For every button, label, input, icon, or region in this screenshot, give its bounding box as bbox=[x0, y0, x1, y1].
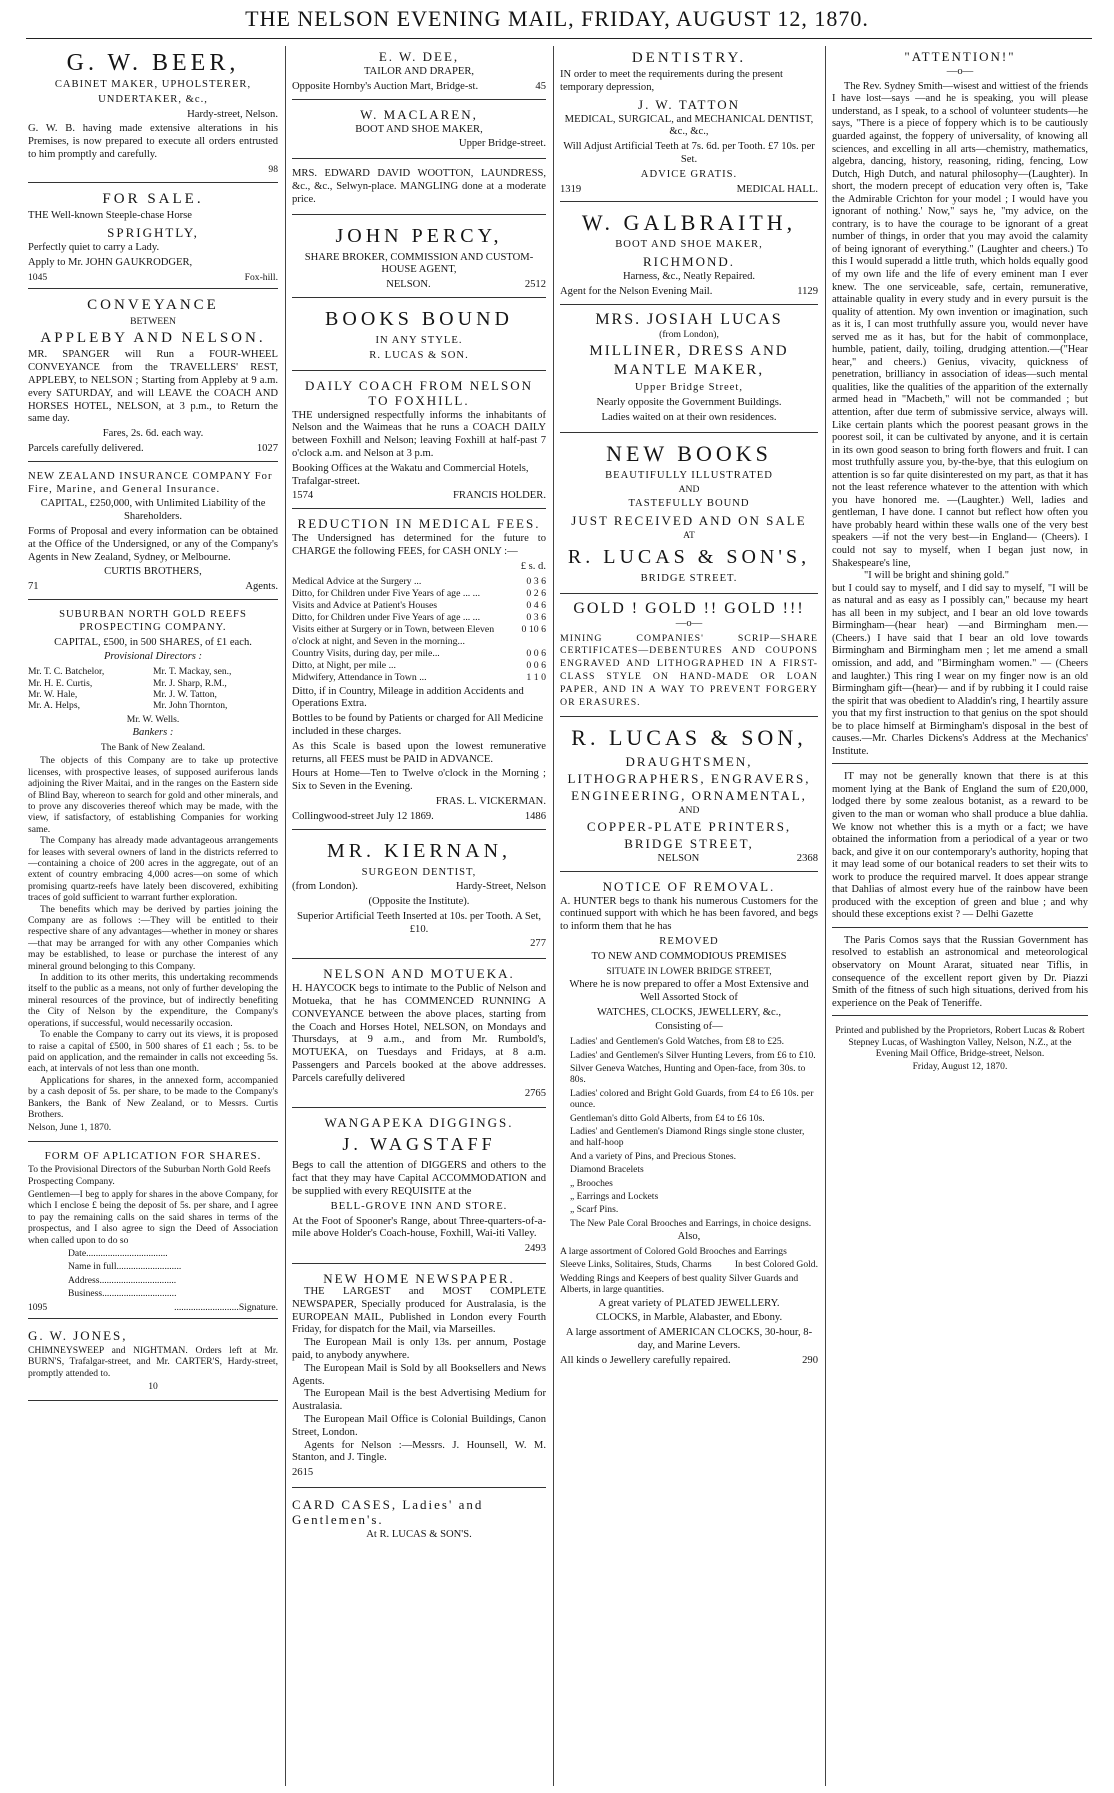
ad-line: AND bbox=[678, 484, 700, 496]
ad-line: Fox-hill. bbox=[244, 271, 278, 283]
table-cell: Medical Advice at the Surgery ... bbox=[292, 575, 422, 587]
ad-title: NOTICE OF REMOVAL. bbox=[602, 878, 776, 894]
ad-footer bbox=[28, 272, 278, 283]
ad-line: As this Scale is based upon the lowest remunerative returns, all FEES must be PAID in ADVANCE. bbox=[292, 740, 546, 765]
ad-number: 10 bbox=[148, 1381, 158, 1393]
ad-line: Ditto, if in Country, Mileage in addition Accidents and Operations Extra. bbox=[292, 685, 524, 710]
ad-line: BELL-GROVE INN AND STORE. bbox=[330, 1200, 508, 1212]
ad-line: CAPITAL, £250,000, with Unlimited Liability of the Shareholders. bbox=[40, 498, 266, 523]
ad-line: MEDICAL HALL. bbox=[736, 183, 818, 195]
ad-line: Hardy-street, Nelson. bbox=[187, 108, 278, 120]
ad-line: All kinds o Jewellery carefully repaired. bbox=[560, 1354, 731, 1366]
ad-body: CHIMNEYSWEEP and NIGHTMAN. Orders left at Mr. BURN'S, Trafalgar-street, and Mr. CARTER'S, Hardy-street, promptly attended to. bbox=[28, 1345, 278, 1379]
ad-line: MEDICAL, SURGICAL, and MECHANICAL DENTIST, &c., &c., bbox=[564, 113, 814, 138]
ad-line: AND bbox=[678, 805, 700, 817]
ad-line: Sleeve Links, Solitaires, Studs, Charms bbox=[560, 1259, 712, 1271]
article-title: "ATTENTION!" bbox=[904, 49, 1016, 64]
form-field: Name in full........................... bbox=[68, 1261, 182, 1273]
ad-line: Collingwood-street July 12 1869. bbox=[292, 810, 434, 822]
table-cell: Ditto, at Night, per mile ... bbox=[292, 659, 396, 671]
ad-books-bound bbox=[292, 302, 546, 371]
paragraph: Agents for Nelson :—Messrs. J. Hounsell, W. M. Stanton, and J. Tingle. bbox=[292, 1439, 546, 1464]
ad-line: Provisional Directors : bbox=[103, 651, 203, 663]
ad-line: Fares, 2s. 6d. each way. bbox=[102, 428, 204, 440]
ad-line: Bankers : bbox=[132, 727, 174, 739]
ad-title: MILLINER, DRESS AND MANTLE MAKER, bbox=[589, 343, 789, 379]
ad-line: UNDERTAKER, &c., bbox=[98, 93, 208, 105]
ad-maclaren bbox=[292, 104, 546, 160]
table-cell: 0 10 6 bbox=[521, 623, 546, 635]
table-cell: 0 0 6 bbox=[526, 659, 546, 671]
ad-body: THE undersigned respectfully informs the inhabitants of Nelson and the Waimeas that he runs a COACH DAILY between Foxhill and Nelson; leaving Foxhill at half-past 7 o'clock a.m. and Nelson at 3 p.m. bbox=[292, 409, 546, 459]
ad-title: APPLEBY AND NELSON. bbox=[40, 330, 266, 347]
paragraph: To enable the Company to carry out its views, it is proposed to raise a capital of £500, in 500 shares of £1 each ; 5s. to be paid on application, and the remainder in calls not exceeding 5s. each, at intervals of not less than one month. bbox=[28, 1029, 278, 1075]
ad-line: BRIDGE STREET. bbox=[640, 572, 738, 584]
ad-line: Mr. W. Wells. bbox=[126, 713, 180, 725]
list-item: And a variety of Pins, and Precious Stones. bbox=[570, 1150, 737, 1162]
list-item: Ladies' and Gentlemen's Silver Hunting Levers, from £6 to £10. bbox=[570, 1049, 816, 1061]
ad-line: Booking Offices at the Wakatu and Commercial Hotels, Trafalgar-street. bbox=[292, 462, 529, 487]
ad-line: BEAUTIFULLY ILLUSTRATED bbox=[605, 469, 773, 481]
list-item: Ladies' colored and Bright Gold Guards, from £4 to £6 10s. per ounce. bbox=[570, 1087, 814, 1111]
ad-line: Also, bbox=[677, 1231, 701, 1243]
list-item: „ Brooches bbox=[570, 1177, 613, 1189]
ad-line: Consisting of— bbox=[655, 1021, 723, 1033]
ad-title: W. GALBRAITH, bbox=[581, 210, 797, 236]
ad-line: Wedding Rings and Keepers of best quality Silver Guards and Alberts, in large quantities. bbox=[560, 1272, 799, 1296]
ad-josiah-lucas bbox=[560, 309, 818, 433]
table-cell: Country Visits, during day, per mile... bbox=[292, 647, 440, 659]
ad-title: CONVEYANCE bbox=[87, 296, 219, 313]
ad-line: JUST RECEIVED AND ON SALE bbox=[571, 512, 807, 528]
column-2 bbox=[292, 46, 546, 1786]
ad-line: Upper Bridge-street. bbox=[458, 138, 546, 150]
ad-wootton bbox=[292, 163, 546, 214]
ad-line: Bottles to be found by Patients or charged for All Medicine included in these charges. bbox=[292, 713, 544, 737]
ad-line: To the Provisional Directors of the Suburban North Gold Reefs Prospecting Company. bbox=[28, 1164, 271, 1187]
ad-line: CABINET MAKER, UPHOLSTERER, bbox=[54, 79, 252, 90]
list-item: Mr. H. E. Curtis, bbox=[28, 677, 93, 689]
list-item: Mr. T. Mackay, sen., bbox=[153, 666, 232, 678]
imprint bbox=[832, 1020, 1088, 1080]
ad-line: At R. LUCAS & SON'S. bbox=[366, 1528, 472, 1540]
ad-line: Nelson, June 1, 1870. bbox=[28, 1122, 112, 1134]
ad-new-home-newspaper bbox=[292, 1268, 546, 1488]
ad-footer bbox=[28, 1302, 278, 1313]
ad-number: 1129 bbox=[797, 285, 818, 297]
article-body bbox=[832, 81, 1088, 759]
ad-r-lucas-son bbox=[560, 721, 818, 871]
ad-line-row bbox=[292, 881, 546, 894]
imprint-date: Friday, August 12, 1870. bbox=[912, 1061, 1008, 1073]
column-divider bbox=[553, 46, 554, 1786]
ad-motueka bbox=[292, 963, 546, 1108]
ad-kiernan bbox=[292, 834, 546, 960]
ad-body: IN order to meet the requirements during the present temporary depression, bbox=[560, 69, 783, 93]
ad-title: REDUCTION IN MEDICAL FEES. bbox=[297, 516, 541, 532]
fee-table bbox=[292, 576, 546, 684]
ad-number: 290 bbox=[802, 1354, 818, 1366]
ad-footer bbox=[292, 490, 546, 503]
ad-line: ADVICE GRATIS. bbox=[640, 168, 738, 180]
ad-line: J. W. TATTON bbox=[638, 96, 740, 112]
article-attention bbox=[832, 46, 1088, 764]
ad-line: In best Colored Gold. bbox=[734, 1259, 818, 1271]
ad-title: DAILY COACH FROM NELSON TO FOXHILL. bbox=[304, 377, 534, 408]
list-item: The New Pale Coral Brooches and Earrings, in choice designs. bbox=[570, 1217, 812, 1229]
ad-line: DRAUGHTSMEN, bbox=[625, 754, 753, 770]
ad-number: 1319 bbox=[560, 183, 582, 195]
ad-footer bbox=[292, 81, 546, 94]
list-item: Mr. J. W. Tatton, bbox=[153, 688, 217, 700]
masthead: THE NELSON EVENING MAIL, FRIDAY, AUGUST 12, 1870. bbox=[245, 6, 869, 31]
ad-title: NELSON AND MOTUEKA. bbox=[323, 966, 515, 982]
paragraph: THE LARGEST and MOST COMPLETE NEWSPAPER, Specially produced for Australasia, is the EUROPEAN MAIL, Published in London every Fourth Friday, for dispatch for the Mail, via Marseilles. bbox=[292, 1286, 546, 1336]
paragraph: The European Mail is the best Advertising Medium for Australasia. bbox=[292, 1388, 546, 1413]
ad-wangapeka bbox=[292, 1112, 546, 1264]
list-item: „ Scarf Pins. bbox=[570, 1204, 619, 1216]
ad-notice-of-removal bbox=[560, 876, 818, 1373]
ad-line: Parcels carefully delivered. bbox=[28, 442, 144, 454]
paragraph: The Rev. Sydney Smith—wisest and wittiest of the friends I have lost—says —and he is speaking, you will please understand, as I speak, to a school of volunteer students—he says, "There is a piece of foppery which is to be cautiously guarded against, the foppery of universality, of knowing all sciences, and excelling in all arts—chemistry, mathematics, algebra, dancing, history, reasoning, riding, fencing, Low Dutch, High Dutch, and natural philosophy—(Laughter). In short, the modern precept of education very often is, 'Take the Admirable Crichton for your model ; I would have you ignorant of nothing.' Now," says he, "my advice, on the contrary, is to have the courage to be ignorant of a great number of things, in order that you may avoid the calamity of being ignorant of everything." (Laughter and cheers.) To this I would superadd a little truth, which holds equally good of my own life and the life of every eminent man I ever knew. The one serviceable, safe, certain, remunerative, attainable quality in every study and in every pursuit is the quality of attention. My own invention or imagination, such as it is, I can most truthfully assure you, would never have served me as it has, but for the habit of commonplace, humble, patient, daily, toiling, drudging attention.—("Hear hear," and cheers.) Genius, vivacity, quickness of penetration, brilliancy in association of ideas—such mental qualities, like the qualities of the apparition of the externally armed head in "Macbeth," will not be commanded ; but attention, after due term of submissive service, always will. Like certain plants which the poorest peasant grows in the poorest soil, it can be cultivated by anyone, and it is certain in its own good season to bring forth flowers and fruit. I can most truthfully assure you, by-the-bye, that this eulogium on attention is so far quite disinterested on my part, as that it has not the least reference whatever to the attention with which you have honored me. —(Laughter.) Well, ladies and gentleman, I have done. I cannot but reflect how often you have probably heard within these walls one of the very best speakers —if not the very best—in England— (Cheers). I could not say to myself, when I began just now, in Shakespeare's line, bbox=[832, 80, 1088, 569]
ad-daily-coach bbox=[292, 375, 546, 510]
ad-body: A. HUNTER begs to thank his numerous Customers for the continued support with which he has been favored, and begs to inform them that he has bbox=[560, 895, 818, 933]
ad-number: 2512 bbox=[524, 279, 546, 291]
ad-footer bbox=[28, 443, 278, 456]
column-divider bbox=[825, 46, 826, 1786]
form-field: ...........................Signature. bbox=[174, 1301, 278, 1313]
list-item: Ladies' and Gentlemen's Gold Watches, from £8 to £25. bbox=[570, 1036, 785, 1048]
ad-number: 1027 bbox=[256, 442, 278, 454]
ad-gold bbox=[560, 598, 818, 718]
ad-footer bbox=[292, 279, 546, 292]
ad-footer bbox=[560, 853, 818, 866]
table-cell: Visits and Advice at Patient's Houses bbox=[292, 599, 438, 611]
ad-for-sale bbox=[28, 187, 278, 289]
ad-footer bbox=[560, 286, 818, 299]
list-item: Silver Geneva Watches, Hunting and Open-face, from 30s. to 80s. bbox=[570, 1062, 806, 1086]
ad-number: 1095 bbox=[28, 1301, 48, 1313]
ad-body bbox=[292, 1286, 546, 1465]
ad-line: Nearly opposite the Government Buildings. bbox=[596, 396, 782, 408]
column-4 bbox=[832, 46, 1088, 1786]
ad-line: IN ANY STYLE. bbox=[375, 334, 463, 346]
paragraph: but I could say to myself, and I did say to myself, "I will be as natural and as easy as I possibly can," because my heart has all been in my subject, and I bear an old love towards Birmingham—(hear hear) —and Birmingham men.—(Cheers.) I have said that I bear an old love towards Birmingham and Birmingham men ; let me amend a small omission, and add, and "Birmingham women." — (Cheers and laughter.) This ring I wear on my finger now is an old Birmingham gift—(hear)— and if by rubbing it I could raise the spirit that was obedient to Aladdin's ring, I heartily assure you that my first instruction to that genius on the spot should be to place himself at Birmingham's disposal in the best of causes.—Mr. Charles Dickens's Address at the Mechanics' Institute. bbox=[832, 582, 1088, 757]
paragraph: IT may not be generally known that there is at this moment lying at the Bank of England the sum of £20,000, lodged there by some zealous botanist, as a reward to be given to the man or woman who shall produce a blue dahlia. We know not whether this is a myth or a fact; we have obtained the information from a periodical of a year or two back, and give it on our contemporary's authority, hoping that it may lead some of our botanical readers to set their wits to work to produce the required marvel. It does appear strange that Dahlias of almost every hue of the rainbow have been produced with the exception of green and blue ; and why should these exceptions exist ? — Delhi Gazette bbox=[832, 771, 1088, 921]
ad-line: Perfectly quiet to carry a Lady. bbox=[28, 241, 160, 253]
list-item: Mr. T. C. Batchelor, bbox=[28, 666, 105, 678]
ad-line: WATCHES, CLOCKS, JEWELLERY, &c., bbox=[596, 1006, 782, 1018]
ad-title: R. LUCAS & SON, bbox=[571, 725, 807, 751]
ad-line: R. LUCAS & SON. bbox=[369, 349, 469, 361]
ad-line: (from London). bbox=[292, 881, 358, 893]
ad-footer bbox=[292, 811, 546, 824]
ad-line: BETWEEN bbox=[130, 315, 176, 327]
list-item: Diamond Bracelets bbox=[570, 1164, 644, 1176]
ad-line: Will Adjust Artificial Teeth at 7s. 6d. per Tooth. £7 10s. per Set. bbox=[563, 141, 815, 165]
paragraph: The European Mail Office is Colonial Buildings, Canon Street, London. bbox=[292, 1414, 546, 1438]
ad-footer bbox=[28, 581, 278, 594]
ad-line: FRAS. L. VICKERMAN. bbox=[435, 795, 546, 807]
ad-medical-fees bbox=[292, 513, 546, 829]
ad-line: Superior Artificial Teeth Inserted at 10s. per Tooth. A Set, £10. bbox=[296, 910, 542, 935]
table-cell: 0 3 6 bbox=[526, 611, 546, 623]
ad-line: Upper Bridge Street, bbox=[635, 382, 743, 394]
ad-body: G. W. B. having made extensive alterations in his Premises, is now prepared to execute all orders entrusted to him promptly and carefully. bbox=[28, 123, 278, 160]
table-cell: 0 0 6 bbox=[526, 647, 546, 659]
ad-line: BRIDGE STREET, bbox=[624, 835, 754, 851]
ad-body: Gentlemen—I beg to apply for shares in the above Company, for which I enclose £ being the deposit of 5s. per share, and I agree to pay the remaining calls on the said shares in terms of the prospectus, and I also agree to sign the Deed of Association when called upon to do so bbox=[28, 1188, 278, 1246]
ad-dentistry bbox=[560, 46, 818, 202]
ad-line: Agent for the Nelson Evening Mail. bbox=[560, 285, 713, 297]
ad-title: NEW BOOKS bbox=[606, 440, 772, 466]
separator: —o— bbox=[675, 617, 703, 629]
table-cell: 0 2 6 bbox=[526, 587, 546, 599]
list-item: Mr. J. Sharp, R.M., bbox=[153, 677, 227, 689]
ad-line: BOOT AND SHOE MAKER, bbox=[615, 239, 763, 251]
ad-line: Where he is now prepared to offer a Most Extensive and Well Assorted Stock of bbox=[569, 978, 809, 1003]
stock-list bbox=[560, 1036, 818, 1229]
paragraph: The Company has already made advantageous arrangements for leases with several owners of land in the districts referred to—containing a choice of 200 acres in the aggregate, out of an extent of country embracing 4,000 acres—on some of which promising quartz-reefs have lately been discovered, exhibiting traces of gold sufficient to warrant further exploration. bbox=[28, 835, 278, 904]
article-blue-dahlia bbox=[832, 768, 1088, 928]
paragraph: Applications for shares, in the annexed form, accompanied by a cash deposit of 5s. per share, to be made to the Company's Bankers, the Bank of New Zealand, or to Messrs. Curtis Brothers. bbox=[28, 1074, 278, 1120]
ad-title: NEW HOME NEWSPAPER. bbox=[323, 1271, 515, 1287]
article-ararat bbox=[832, 932, 1088, 1016]
ad-title: BOOKS BOUND bbox=[325, 307, 513, 330]
ad-line: SURGEON DENTIST, bbox=[361, 866, 477, 878]
table-cell: Ditto, for Children under Five Years of age ... ... bbox=[292, 611, 481, 623]
ad-body bbox=[28, 755, 278, 1120]
ad-line: R. LUCAS & SON'S, bbox=[567, 545, 811, 568]
column-divider bbox=[285, 46, 286, 1786]
ad-title: JOHN PERCY, bbox=[335, 224, 503, 247]
ad-line: At the Foot of Spooner's Range, about Three-quarters-of-a-mile above Holder's Coach-house, Foxhill, Wai-iti Valley. bbox=[292, 1215, 546, 1240]
ad-number: 2493 bbox=[524, 1243, 546, 1255]
list-item: Mr. John Thornton, bbox=[153, 700, 228, 712]
separator: —o— bbox=[946, 66, 974, 77]
ad-title: CARD CASES, Ladies' and Gentlemen's. bbox=[292, 1496, 484, 1527]
ad-line-row bbox=[560, 1259, 818, 1270]
paragraph: The Paris Comos says that the Russian Government has resolved to establish an astronomical and meteorological observatory on Mount Ararat, situated near Tiflis, in consequence of the excellent report given by Dr. Piazzi Smith of the fitness of such high situations, derived from his experience on the Peak of Teneriffe. bbox=[832, 934, 1088, 1009]
ad-number: 2765 bbox=[524, 1087, 546, 1099]
ad-line: The Bank of New Zealand. bbox=[100, 741, 206, 753]
ad-line: FRANCIS HOLDER. bbox=[452, 490, 546, 502]
ad-line: A great variety of PLATED JEWELLERY. bbox=[598, 1297, 780, 1309]
ad-application-form bbox=[28, 1146, 278, 1319]
column-3 bbox=[560, 46, 818, 1786]
list-item: Gentleman's ditto Gold Alberts, from £4 to £6 10s. bbox=[570, 1112, 765, 1124]
ad-body: MINING COMPANIES' SCRIP—SHARE CERTIFICATES—DEBENTURES AND COUPONS ENGRAVED AND LITHOGRAPHED IN A FIRST-CLASS STYLE ON HAND-MADE OR LOAN PAPER, AND IN A WAY TO PREVENT FORGERY OR ERASURES. bbox=[560, 632, 818, 708]
ad-nz-insurance bbox=[28, 466, 278, 600]
ad-line: CURTIS BROTHERS, bbox=[104, 566, 202, 578]
ad-line: SHARE BROKER, COMMISSION AND CUSTOM-HOUSE AGENT, bbox=[304, 251, 534, 276]
form-field: Date.................................. bbox=[68, 1248, 168, 1260]
ad-title: G. W. JONES, bbox=[28, 1328, 128, 1344]
ad-line: TAILOR AND DRAPER, bbox=[363, 66, 475, 77]
ad-number: 2368 bbox=[796, 852, 818, 864]
list-item: Mr. W. Hale, bbox=[28, 688, 78, 700]
imprint-text: Printed and published by the Proprietors, Robert Lucas & Robert Stepney Lucas, of Washington Valley, Nelson, N.Z., at the Evening Mail Office, Bridge-street, Nelson. bbox=[835, 1025, 1085, 1059]
ad-conveyance bbox=[28, 293, 278, 462]
ad-title: G. W. BEER, bbox=[66, 50, 240, 76]
ad-number: 98 bbox=[268, 163, 278, 175]
ad-line: Hours at Home—Ten to Twelve o'clock in the Morning ; Six to Seven in the Evening. bbox=[292, 768, 546, 793]
ad-line: NELSON bbox=[657, 852, 700, 864]
ad-line: (from London), bbox=[659, 328, 719, 340]
table-cell: 0 3 6 bbox=[526, 575, 546, 587]
ad-line: RICHMOND. bbox=[642, 254, 736, 270]
ad-number: 45 bbox=[535, 80, 546, 92]
ad-body: Begs to call the attention of DIGGERS and others to the fact that they may have Capital ACCOMMODATION and be supplied with every REQUISITE at the bbox=[292, 1160, 546, 1198]
ad-card-cases bbox=[292, 1492, 546, 1549]
ad-number: 1486 bbox=[524, 810, 546, 822]
ad-gold-reefs bbox=[28, 604, 278, 1142]
ad-footer bbox=[560, 184, 818, 197]
ad-title: MR. KIERNAN, bbox=[326, 839, 512, 862]
ad-jones bbox=[28, 1323, 278, 1401]
ad-beer bbox=[28, 46, 278, 183]
ad-body: MRS. EDWARD DAVID WOOTTON, LAUNDRESS, &c., &c., Selwyn-place. MANGLING done at a moderate price. bbox=[292, 168, 546, 205]
table-cell: Visits either at Surgery or in Town, between Eleven o'clock at night, and Seven in the morning... bbox=[292, 623, 495, 647]
table-cell: 0 4 6 bbox=[526, 599, 546, 611]
ad-line: Apply to Mr. JOHN GAUKRODGER, bbox=[28, 256, 193, 268]
ad-line: NELSON. bbox=[386, 279, 431, 291]
form-field: Address................................ bbox=[68, 1274, 177, 1286]
paragraph: The European Mail is only 13s. per annum, Postage paid, to anybody anywhere. bbox=[292, 1337, 546, 1362]
ad-line: TASTEFULLY BOUND bbox=[628, 497, 750, 509]
ad-line: ENGINEERING, ORNAMENTAL, bbox=[571, 788, 807, 804]
list-item: Ladies' and Gentlemen's Diamond Rings single stone cluster, and half-hoop bbox=[570, 1125, 805, 1149]
ad-line: SPRIGHTLY, bbox=[107, 224, 199, 240]
ad-line: BOOT AND SHOE MAKER, bbox=[355, 123, 483, 135]
table-cell: Midwifery, Attendance in Town ... bbox=[292, 671, 427, 683]
ad-title: NEW ZEALAND INSURANCE COMPANY For Fire, Marine, and General Insurance. bbox=[28, 470, 273, 495]
ad-title: MRS. JOSIAH LUCAS bbox=[595, 310, 783, 328]
ad-line: REMOVED bbox=[659, 935, 719, 947]
ad-title: E. W. DEE, bbox=[378, 49, 460, 64]
ad-number: 71 bbox=[28, 581, 39, 593]
paragraph: The benefits which may be derived by parties joining the Company are as follows :—They will be entitled to their respective share of any advantages—whether in money or shares—that may be arranged for with any other Companies which may be established, to lease or purchase the interest of any mineral ground belonging to this Company. bbox=[28, 903, 278, 972]
ad-line: A large assortment of Colored Gold Brooches and Earrings bbox=[560, 1246, 787, 1258]
paragraph: The objects of this Company are to take up protective licenses, with prospective leases, of supposed auriferous lands adjoining the River Maitai, and in the ranges on the Eastern side of Blind Bay, whereon to search for gold and other minerals, and to prove any discoveries thereof which may be made, with the view, if satisfactory, of establishing Companies for working same. bbox=[28, 755, 278, 835]
ad-percy bbox=[292, 219, 546, 298]
masthead-rule bbox=[26, 38, 1092, 39]
ad-line: TO NEW AND COMMODIOUS PREMISES bbox=[591, 950, 787, 962]
ad-line: COPPER-PLATE PRINTERS, bbox=[586, 818, 792, 834]
column-1 bbox=[28, 46, 278, 1786]
ad-new-books bbox=[560, 437, 818, 594]
ad-line: Ladies waited on at their own residences. bbox=[601, 411, 777, 423]
ad-dee bbox=[292, 46, 546, 100]
ad-line: SITUATE IN LOWER BRIDGE STREET, bbox=[606, 965, 772, 977]
ad-line: A large assortment of AMERICAN CLOCKS, 30-hour, 8-day, and Marine Levers. bbox=[565, 1327, 813, 1352]
ad-line: LITHOGRAPHERS, ENGRAVERS, bbox=[567, 771, 811, 787]
ad-line: Hardy-Street, Nelson bbox=[455, 881, 546, 893]
ad-number: 277 bbox=[530, 938, 546, 950]
ad-body: Forms of Proposal and every information can be obtained at the Office of the Undersigned, or any of the Company's Agents in New Zealand, Sydney, or Melbourne. bbox=[28, 525, 278, 563]
ad-line: CAPITAL, £500, in 500 SHARES, of £1 each. bbox=[54, 636, 252, 648]
list-item: Mr. A. Helps, bbox=[28, 700, 80, 712]
table-cell: 1 1 0 bbox=[526, 671, 546, 683]
ad-number: 2615 bbox=[292, 1467, 314, 1479]
ad-footer bbox=[560, 1355, 818, 1368]
ad-body: MR. SPANGER will Run a FOUR-WHEEL CONVEYANCE from the TRAVELLERS' REST, APPLEBY, to NELSON ; Starting from Appleby at 9 a.m. every SATURDAY, and will LEAVE the COACH AND HORSES HOTEL, NELSON, at 3 p.m., to Return the same day. bbox=[28, 349, 278, 425]
ad-title: W. MACLAREN, bbox=[360, 106, 478, 122]
ad-line: Agents. bbox=[245, 581, 278, 593]
ad-line: £ s. d. bbox=[520, 560, 546, 572]
ad-line: Harness, &c., Neatly Repaired. bbox=[622, 271, 756, 283]
directors-list bbox=[28, 666, 278, 712]
ad-number: 1574 bbox=[292, 490, 314, 502]
ad-title: SUBURBAN NORTH GOLD REEFS PROSPECTING COMPANY. bbox=[59, 608, 247, 633]
ad-galbraith bbox=[560, 206, 818, 304]
ad-line: (Opposite the Institute). bbox=[368, 896, 470, 908]
paragraph: In addition to its other merits, this undertaking recommends itself to the public as a means, not only of further developing the mineral resources of the province, but of indirectly benefiting the City of Nelson by the expenditure, the Company's operations, if successful, would necessarily occasion. bbox=[28, 972, 278, 1029]
ad-title: J. WAGSTAFF bbox=[342, 1134, 496, 1155]
ad-number: 1045 bbox=[28, 271, 48, 283]
ad-title: FOR SALE. bbox=[102, 191, 204, 208]
list-item: „ Earrings and Lockets bbox=[570, 1191, 659, 1202]
ad-body: H. HAYCOCK begs to intimate to the Public of Nelson and Motueka, that he has COMMENCED RUNNING A CONVEYANCE between the above places, starting from the Coach and Horses Hotel, NELSON, on Mondays and Thursdays, at 9 a.m., and from Mr. Rumbold's, MOTUEKA, on Tuesdays and Fridays, at 8 a.m. Passengers and Parcels booked at the above addresses. Parcels carefully delivered bbox=[292, 983, 546, 1084]
ad-line: THE Well-known Steeple-chase Horse bbox=[28, 210, 192, 222]
ad-body: The Undersigned has determined for the future to CHARGE the following FEES, for CASH ONLY :— bbox=[292, 533, 546, 557]
ad-title: GOLD ! GOLD !! GOLD !!! bbox=[573, 599, 805, 617]
ad-line: AT bbox=[683, 529, 695, 541]
paragraph: The European Mail is Sold by all Booksellers and News Agents. bbox=[292, 1362, 546, 1387]
ad-title: FORM OF APLICATION FOR SHARES. bbox=[44, 1149, 262, 1162]
table-cell: Ditto, for Children under Five Years of age ... ... bbox=[292, 587, 481, 599]
ad-line: Opposite Hornby's Auction Mart, Bridge-st. bbox=[292, 80, 479, 92]
form-field: Business............................... bbox=[68, 1288, 177, 1300]
ad-line: CLOCKS, in Marble, Alabaster, and Ebony. bbox=[595, 1312, 783, 1324]
ad-title: WANGAPEKA DIGGINGS. bbox=[324, 1115, 514, 1131]
paragraph: "I will be bright and shining gold." bbox=[864, 570, 1009, 582]
ad-title: DENTISTRY. bbox=[631, 50, 747, 66]
